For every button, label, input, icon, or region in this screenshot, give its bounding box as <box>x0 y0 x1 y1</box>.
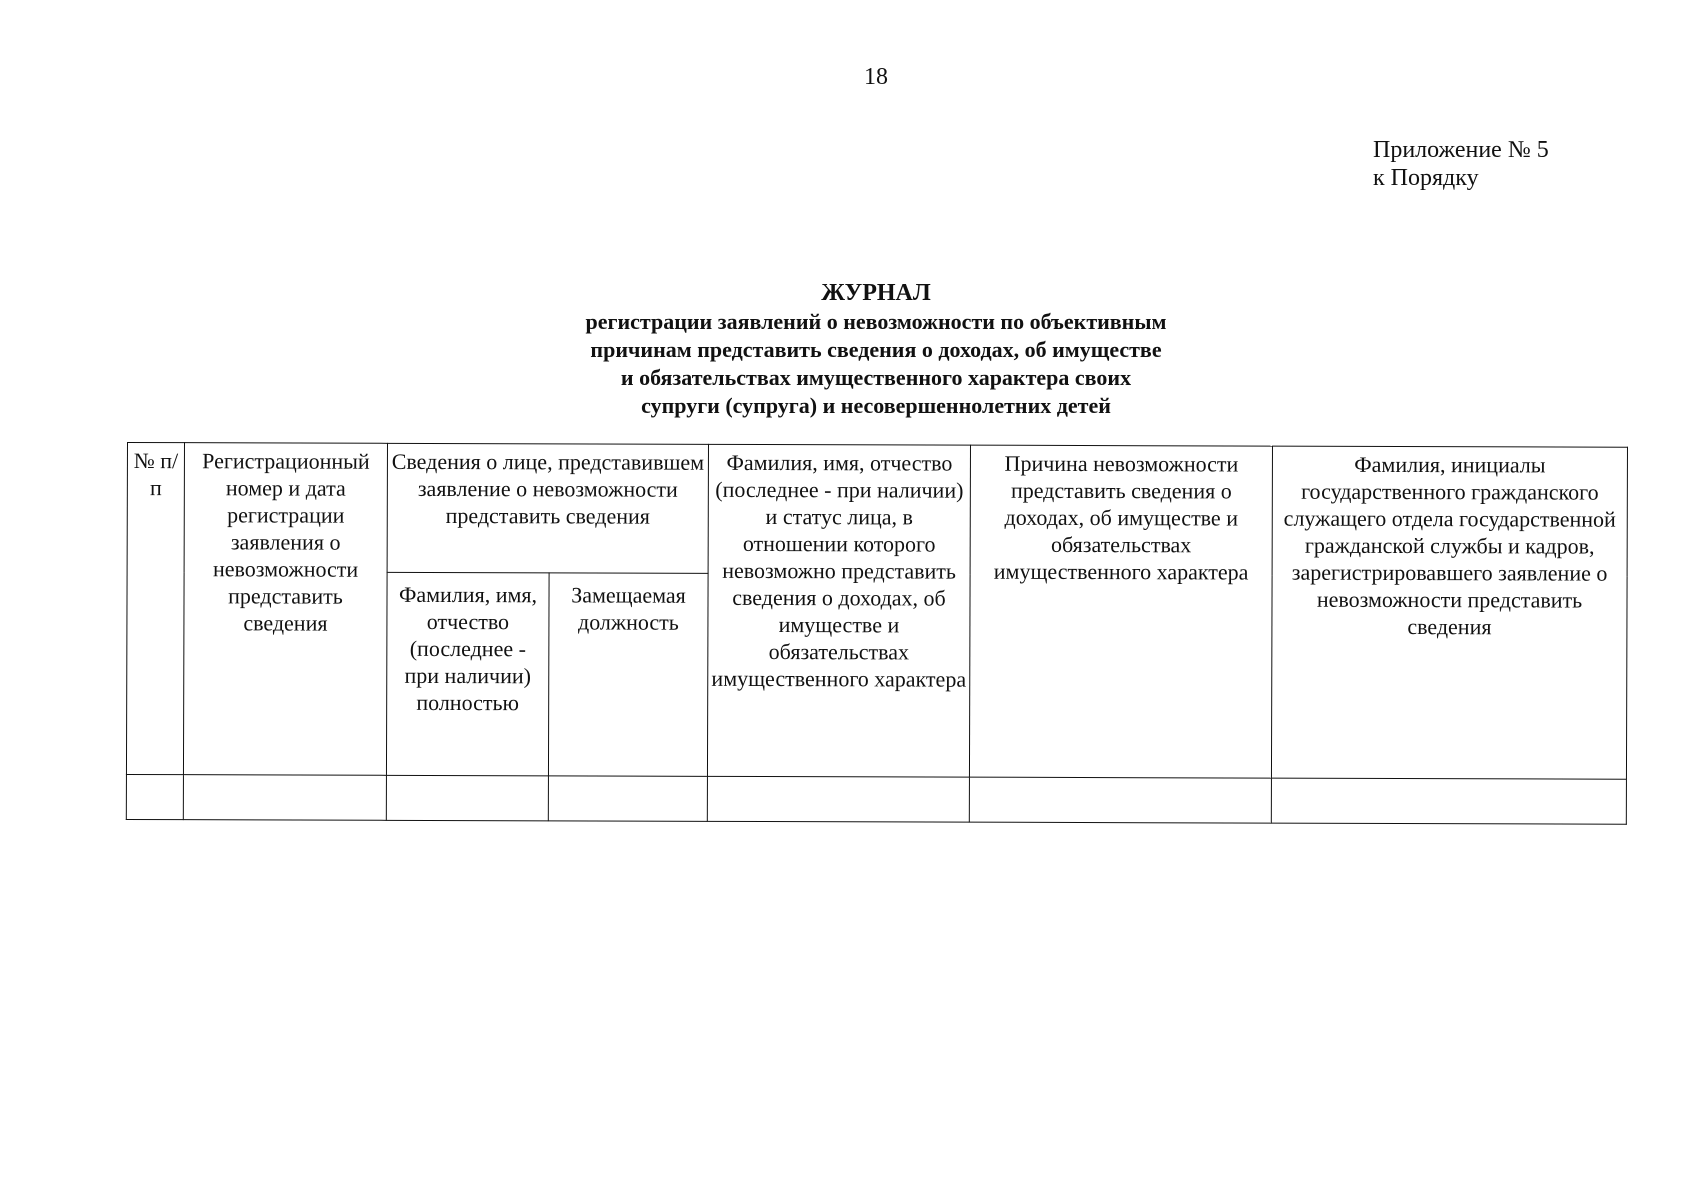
header-person-status: Фамилия, имя, отчество (последнее - при наличии) и статус лица, в отношении которого невозможно представить сведения о доходах, об имуществе и обязательствах имущественного характера <box>707 444 970 777</box>
title-line-2: причинам представить сведения о доходах, об имуществе <box>590 337 1162 362</box>
title-line-4: супруги (супруга) и несовершеннолетних детей <box>641 393 1111 418</box>
table-cell <box>126 774 183 819</box>
header-applicant-name: Фамилия, имя, отчество (последнее - при наличии) полностью <box>386 572 549 776</box>
appendix-note <box>1373 136 1549 192</box>
title-line-3: и обязательствах имущественного характера своих <box>620 365 1132 390</box>
header-registrar: Фамилия, инициалы государственного гражданского служащего отдела государственной гражданской службы и кадров, зарегистрировавшего заявление о невозможности представить сведения <box>1271 446 1627 779</box>
journal-title: ЖУРНАЛ <box>821 280 931 306</box>
table-cell <box>1271 778 1626 824</box>
document-title <box>0 278 1703 420</box>
title-line-1: регистрации заявлений о невозможности по объективным <box>585 309 1167 334</box>
table-row <box>126 774 1626 824</box>
table-cell <box>386 775 548 821</box>
table-header-row <box>127 443 1627 577</box>
table-cell <box>548 776 707 821</box>
table-cell <box>969 777 1271 823</box>
journal-table <box>126 442 1628 825</box>
header-reason: Причина невозможности представить сведения о доходах, об имуществе и обязательствах имущественного характера <box>969 445 1272 778</box>
table-cell <box>707 776 969 822</box>
header-registration: Регистрационный номер и дата регистрации заявления о невозможности представить сведения <box>183 443 387 776</box>
header-applicant-group: Сведения о лице, представившем заявление о невозможности представить сведения <box>387 443 708 573</box>
header-number: № п/п <box>126 443 184 775</box>
appendix-line-1: Приложение № 5 <box>1373 137 1549 163</box>
table-cell <box>183 775 386 821</box>
page-number: 18 <box>864 64 888 90</box>
appendix-line-2: к Порядку <box>1373 165 1479 191</box>
header-applicant-position: Замещаемая должность <box>548 573 708 776</box>
